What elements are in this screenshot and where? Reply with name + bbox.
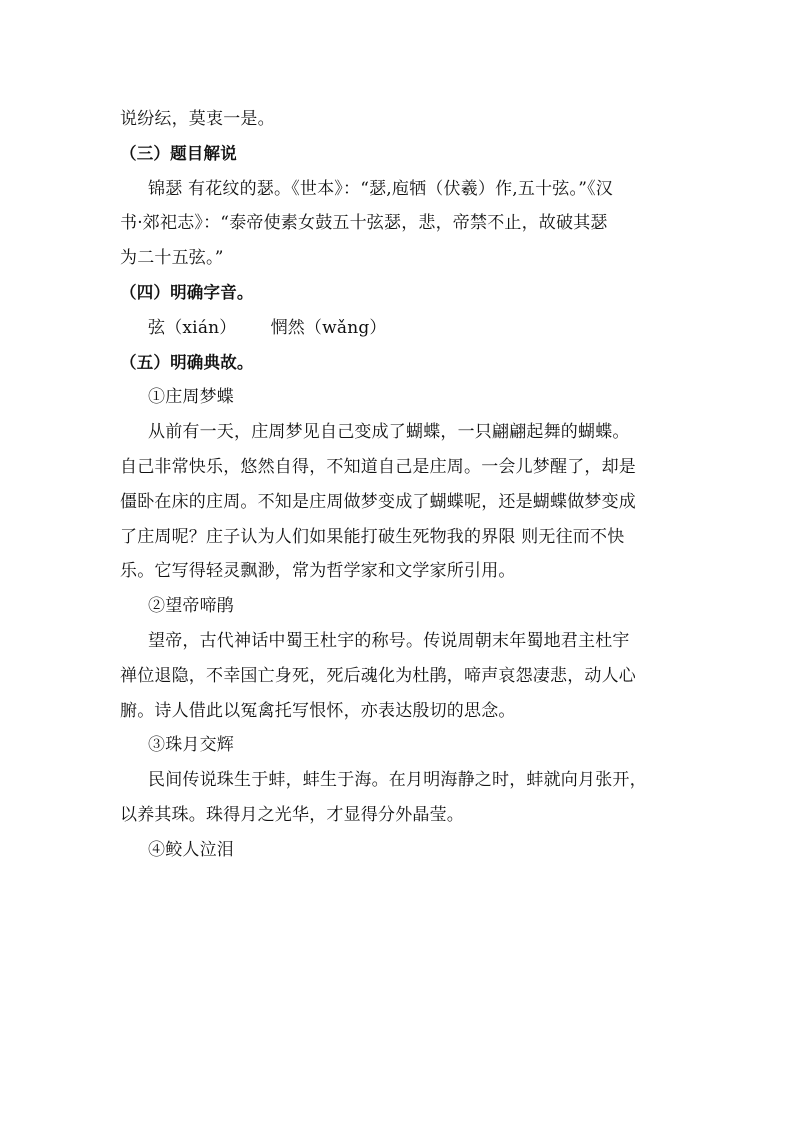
paragraph-line: 民间传说珠生于蚌，蚌生于海。在月明海静之时，蚌就向月张开，: [148, 770, 647, 791]
paragraph-line: 乐。它写得轻灵飘渺，常为哲学家和文学家所引用。: [120, 561, 516, 582]
allusion-title: ④鲛人泣泪: [148, 839, 234, 860]
paragraph-line: 从前有一天，庄周梦见自己变成了蝴蝶，一只翩翩起舞的蝴蝶。: [148, 422, 630, 443]
section-heading-allusions: （五）明确典故。: [120, 352, 254, 372]
paragraph-line: 自己非常快乐，悠然自得，不知道自己是庄周。一会儿梦醒了，却是: [120, 456, 636, 477]
section-heading-title-explain: （三）题目解说: [120, 143, 237, 163]
paragraph-line: 望帝，古代神话中蜀王杜宇的称号。传说周朝末年蜀地君主杜宇: [148, 630, 630, 651]
section-heading-pronunciation: （四）明确字音。: [120, 282, 254, 302]
pronunciation-item: 弦（xián）: [148, 317, 237, 338]
paragraph-line: 僵卧在床的庄周。不知是庄周做梦变成了蝴蝶呢，还是蝴蝶做梦变成: [120, 491, 636, 512]
paragraph-line: 以养其珠。珠得月之光华，才显得分外晶莹。: [120, 804, 464, 825]
document-body: [120, 102, 680, 868]
allusion-title: ③珠月交辉: [148, 735, 234, 756]
paragraph-line: 书·郊祀志》：“泰帝使素女鼓五十弦瑟，悲，帝禁不止，故破其瑟: [120, 213, 608, 234]
paragraph-line: 为二十五弦。”: [120, 248, 224, 269]
paragraph-line: 腑。诗人借此以冤禽托写恨怀，亦表达殷切的思念。: [120, 700, 516, 721]
pronunciation-item: 惘然（wǎng）: [270, 317, 387, 338]
pronunciation-line: [120, 311, 680, 346]
allusion-title: ②望帝啼鹃: [148, 596, 234, 617]
paragraph-line: 锦瑟 有花纹的瑟。《世本》：“瑟,庖牺（伏羲）作,五十弦。”《汉: [148, 178, 613, 199]
allusion-title: ①庄周梦蝶: [148, 387, 234, 408]
paragraph-line: 说纷纭，莫衷一是。: [120, 109, 275, 129]
paragraph-line: 禅位退隐，不幸国亡身死，死后魂化为杜鹃，啼声哀怨凄悲，动人心: [120, 665, 636, 686]
paragraph-line: 了庄周呢？庄子认为人们如果能打破生死物我的界限 则无往而不快: [120, 526, 625, 547]
